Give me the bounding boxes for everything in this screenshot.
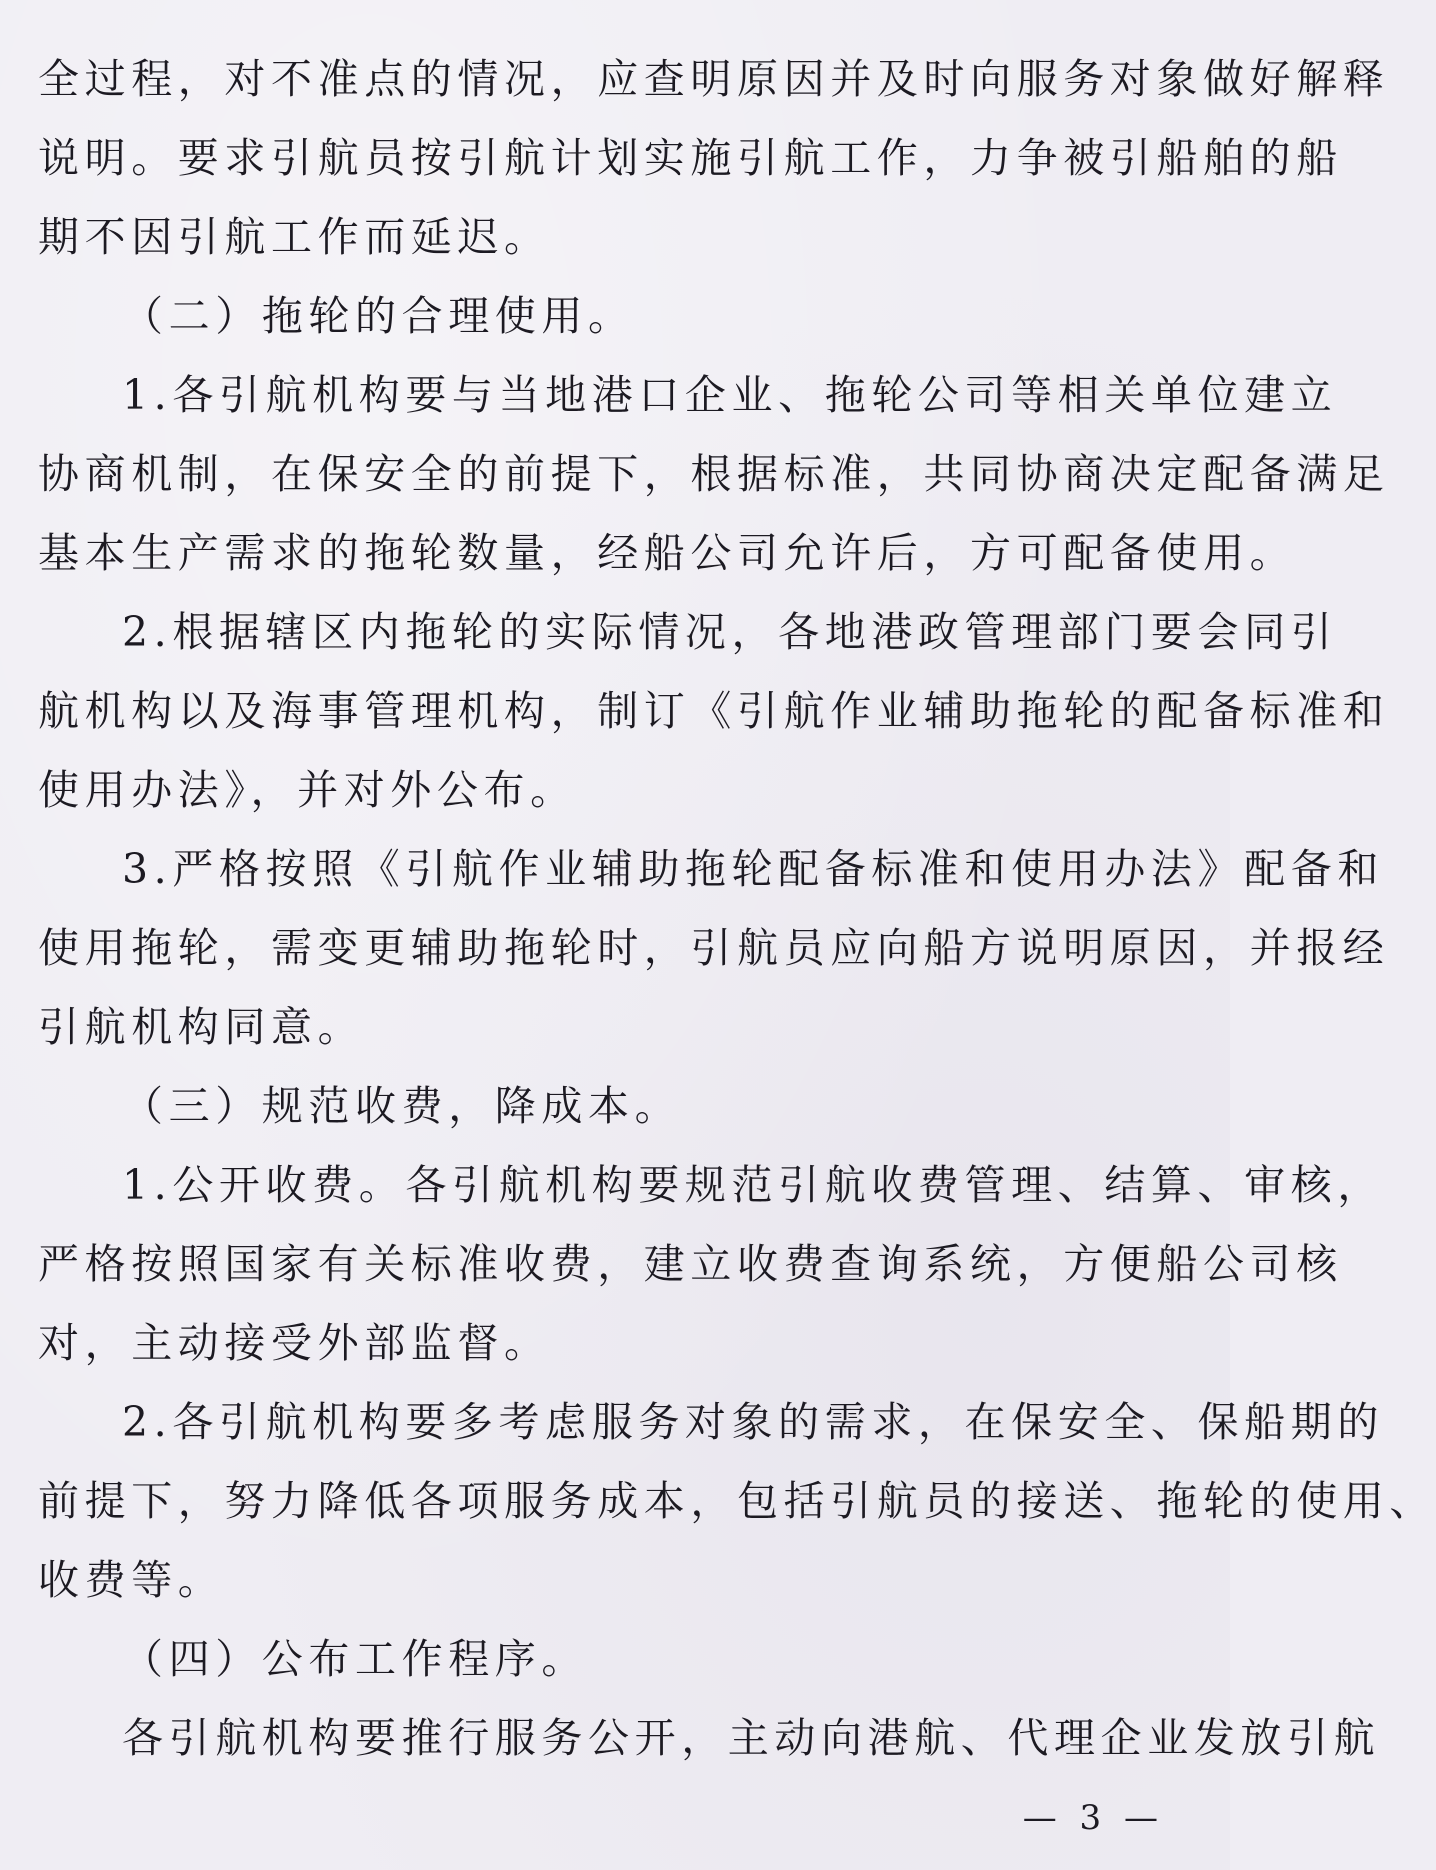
- body-line: 2.根据辖区内拖轮的实际情况，各地港政管理部门要会同引: [122, 608, 1338, 656]
- body-line: 1.各引航机构要与当地港口企业、拖轮公司等相关单位建立: [122, 371, 1338, 419]
- body-line: 对，主动接受外部监督。: [38, 1319, 551, 1367]
- section-heading: （二）拖轮的合理使用。: [122, 292, 635, 340]
- body-line: 说明。要求引航员按引航计划实施引航工作，力争被引船舶的船: [38, 134, 1343, 182]
- body-line: 严格按照国家有关标准收费，建立收费查询系统，方便船公司核: [38, 1240, 1343, 1288]
- body-line: 使用拖轮，需变更辅助拖轮时，引航员应向船方说明原因，并报经: [38, 924, 1390, 972]
- body-line: 2.各引航机构要多考虑服务对象的需求，在保安全、保船期的: [122, 1398, 1384, 1446]
- body-line: 各引航机构要推行服务公开，主动向港航、代理企业发放引航: [122, 1714, 1381, 1762]
- body-line: 航机构以及海事管理机构，制订《引航作业辅助拖轮的配备标准和: [38, 687, 1390, 735]
- section-heading: （三）规范收费，降成本。: [122, 1082, 682, 1130]
- body-line: 协商机制，在保安全的前提下，根据标准，共同协商决定配备满足: [38, 450, 1390, 498]
- page-number: — 3 —: [1022, 1798, 1164, 1838]
- body-line: 引航机构同意。: [38, 1003, 365, 1051]
- body-line: 基本生产需求的拖轮数量，经船公司允许后，方可配备使用。: [38, 529, 1297, 577]
- body-line: 全过程，对不准点的情况，应查明原因并及时向服务对象做好解释: [38, 55, 1390, 103]
- body-line: 收费等。: [38, 1556, 225, 1604]
- body-line: 3.严格按照《引航作业辅助拖轮配备标准和使用办法》配备和: [122, 845, 1384, 893]
- section-heading: （四）公布工作程序。: [122, 1635, 588, 1683]
- body-line: 前提下，努力降低各项服务成本，包括引航员的接送、拖轮的使用、: [38, 1477, 1436, 1525]
- body-line: 期不因引航工作而延迟。: [38, 213, 551, 261]
- body-line: 使用办法》，并对外公布。: [38, 766, 577, 814]
- body-line: 1.公开收费。各引航机构要规范引航收费管理、结算、审核，: [122, 1161, 1384, 1209]
